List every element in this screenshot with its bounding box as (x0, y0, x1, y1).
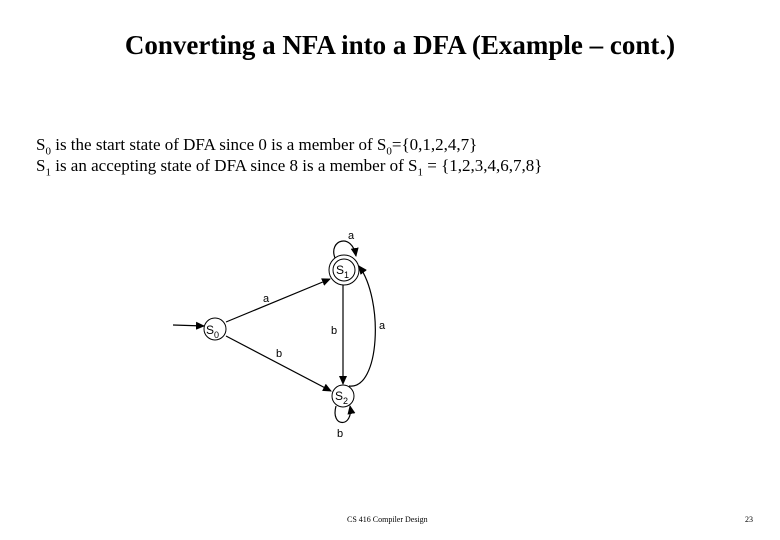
statement-subscript: 1 (417, 166, 423, 179)
edge-s0-s2-label: b (276, 348, 283, 360)
statement-text: S (36, 156, 46, 175)
footer-page-number: 23 (745, 515, 753, 524)
state-s2-label: $S_2$ (335, 389, 349, 406)
edge-s2-self-loop (335, 406, 350, 423)
statement-subscript: 0 (386, 145, 392, 158)
statement-text: = {1,2,3,4,6,7,8} (422, 156, 543, 175)
statement-text: is an accepting state of DFA since 8 is a member of S (50, 156, 418, 175)
edge-s0-s1-label: a (263, 293, 270, 305)
statement-subscript: 1 (45, 166, 51, 179)
statement-text: is the start state of DFA since 0 is a member of S (50, 135, 387, 154)
edge-s1-s2-label: b (331, 325, 338, 337)
edge-s2-s1 (349, 266, 375, 386)
state-s0-label: $S_0$ (206, 323, 220, 340)
edge-s0-s2 (226, 336, 331, 391)
edge-s0-s1 (226, 279, 330, 322)
slide-title: Converting a NFA into a DFA (Example – cont.) (124, 30, 676, 60)
start-arrow (173, 325, 204, 326)
edge-s2-self-label: b (337, 428, 344, 440)
statement-text: S (36, 135, 46, 154)
edge-s1-self-label: a (348, 230, 355, 242)
statement-text: ={0,1,2,4,7} (391, 135, 478, 154)
footer-course-name: CS 416 Compiler Design (347, 515, 428, 524)
edge-s2-s1-label: a (379, 320, 386, 332)
state-s1-label: $S_1$ (336, 263, 350, 280)
statement-subscript: 0 (45, 145, 51, 158)
